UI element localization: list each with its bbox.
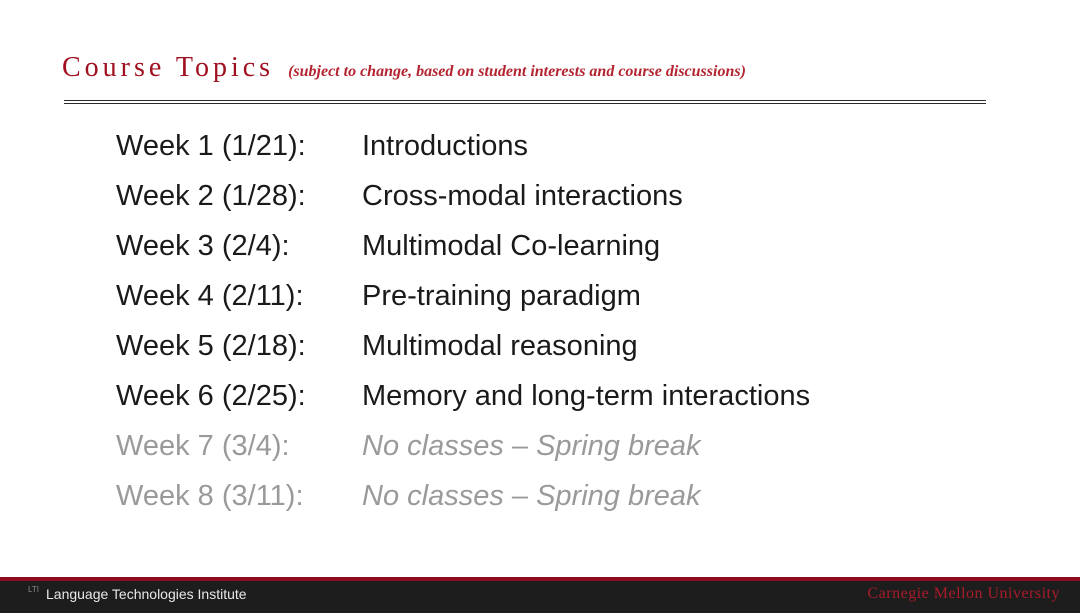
footer-university-label: Carnegie Mellon University [867, 585, 1060, 602]
topic-week-label: Week 3 (2/4): [116, 230, 290, 262]
topic-description: Memory and long-term interactions [362, 380, 811, 412]
footer-institute-label: Language Technologies Institute [46, 586, 247, 602]
topic-description: No classes – Spring break [362, 430, 701, 462]
topic-week-label: Week 1 (1/21): [116, 130, 306, 162]
list-item [116, 330, 1016, 380]
topic-description: Introductions [362, 130, 529, 162]
lti-logo-mark: LTI [28, 585, 39, 594]
topic-description: Pre-training paradigm [362, 280, 641, 312]
list-item [116, 130, 1016, 180]
list-item [116, 180, 1016, 230]
page-subtitle: (subject to change, based on student interests and course discussions) [288, 63, 746, 80]
list-item [116, 380, 1016, 430]
topic-week-label: Week 8 (3/11): [116, 480, 304, 512]
title-divider [64, 100, 986, 101]
topic-week-label: Week 4 (2/11): [116, 280, 304, 312]
title-divider-secondary [64, 103, 986, 104]
topic-week-label: Week 7 (3/4): [116, 430, 290, 462]
list-item [116, 430, 1016, 480]
course-topics-list [116, 130, 1016, 530]
slide-title-row [62, 52, 992, 100]
topic-week-label: Week 6 (2/25): [116, 380, 306, 412]
list-item [116, 280, 1016, 330]
list-item [116, 230, 1016, 280]
topic-description: Cross-modal interactions [362, 180, 683, 212]
list-item [116, 480, 1016, 530]
footer-accent-stripe [0, 577, 1080, 581]
page-title: Course Topics [62, 52, 275, 83]
topic-description: No classes – Spring break [362, 480, 701, 512]
topic-description: Multimodal reasoning [362, 330, 638, 362]
slide-footer [0, 577, 1080, 613]
topic-week-label: Week 5 (2/18): [116, 330, 306, 362]
topic-week-label: Week 2 (1/28): [116, 180, 306, 212]
topic-description: Multimodal Co-learning [362, 230, 661, 262]
